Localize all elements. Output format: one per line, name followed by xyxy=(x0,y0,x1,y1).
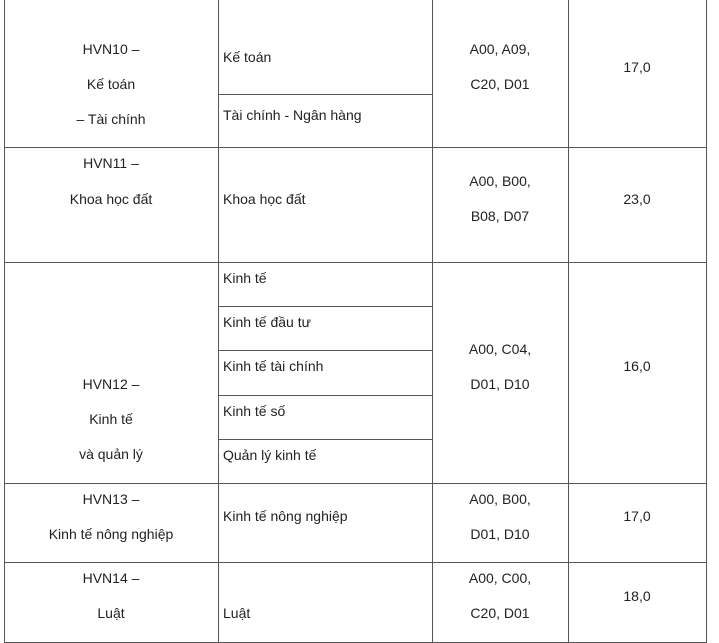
program-code-line: HVN12 – xyxy=(82,376,140,392)
program-code-line: – Tài chính xyxy=(76,111,146,127)
sub-row-divider xyxy=(218,306,433,307)
program-code-line: HVN11 – xyxy=(83,155,139,171)
program-code-line: HVN13 – xyxy=(82,491,140,507)
subject-combo-line: D01, D10 xyxy=(470,526,530,542)
major-name: Khoa học đất xyxy=(223,191,306,207)
program-code-line: và quản lý xyxy=(79,446,143,462)
table-border-left xyxy=(4,0,5,643)
sub-row-divider xyxy=(218,350,433,351)
sub-row-divider xyxy=(218,439,433,440)
subject-combo-line: A00, B00, xyxy=(469,173,531,189)
column-divider xyxy=(568,0,569,643)
program-code-line: Kinh tế nông nghiệp xyxy=(48,526,174,542)
program-code-line: HVN10 – xyxy=(82,41,140,57)
program-code-line: Khoa học đất xyxy=(69,191,153,207)
major-name: Kế toán xyxy=(223,49,272,65)
subject-combo-line: C20, D01 xyxy=(470,605,530,621)
row-divider xyxy=(4,147,707,148)
subject-combo-line: C20, D01 xyxy=(470,76,530,92)
subject-combo-line: A00, B00, xyxy=(469,491,531,507)
column-divider xyxy=(218,0,219,643)
sub-row-divider xyxy=(218,94,433,95)
benchmark-score: 16,0 xyxy=(623,358,651,374)
major-name: Kinh tế nông nghiệp xyxy=(223,508,348,524)
major-name: Tài chính - Ngân hàng xyxy=(223,107,362,123)
subject-combo-line: A00, A09, xyxy=(469,41,531,57)
program-code-line: Luật xyxy=(97,605,125,621)
benchmark-score: 17,0 xyxy=(623,508,651,524)
benchmark-score: 18,0 xyxy=(623,588,651,604)
sub-row-divider xyxy=(218,395,433,396)
benchmark-score: 17,0 xyxy=(623,59,651,75)
major-name: Kinh tế số xyxy=(223,403,286,419)
program-code-line: Kế toán xyxy=(86,76,136,92)
major-name: Quản lý kinh tế xyxy=(223,447,317,463)
table-border-right xyxy=(706,0,707,643)
row-divider xyxy=(4,483,707,484)
column-divider xyxy=(432,0,433,643)
row-divider xyxy=(4,262,707,263)
major-name: Kinh tế xyxy=(223,270,267,286)
program-code-line: Kinh tế xyxy=(89,411,133,427)
subject-combo-line: D01, D10 xyxy=(470,376,530,392)
major-name: Kinh tế đầu tư xyxy=(223,314,311,330)
subject-combo-line: A00, C00, xyxy=(468,570,532,586)
subject-combo-line: B08, D07 xyxy=(470,208,530,224)
row-divider xyxy=(4,562,707,563)
major-name: Luật xyxy=(223,605,251,621)
subject-combo-line: A00, C04, xyxy=(468,341,532,357)
benchmark-score: 23,0 xyxy=(623,191,651,207)
major-name: Kinh tế tài chính xyxy=(223,358,324,374)
program-code-line: HVN14 – xyxy=(82,570,140,586)
